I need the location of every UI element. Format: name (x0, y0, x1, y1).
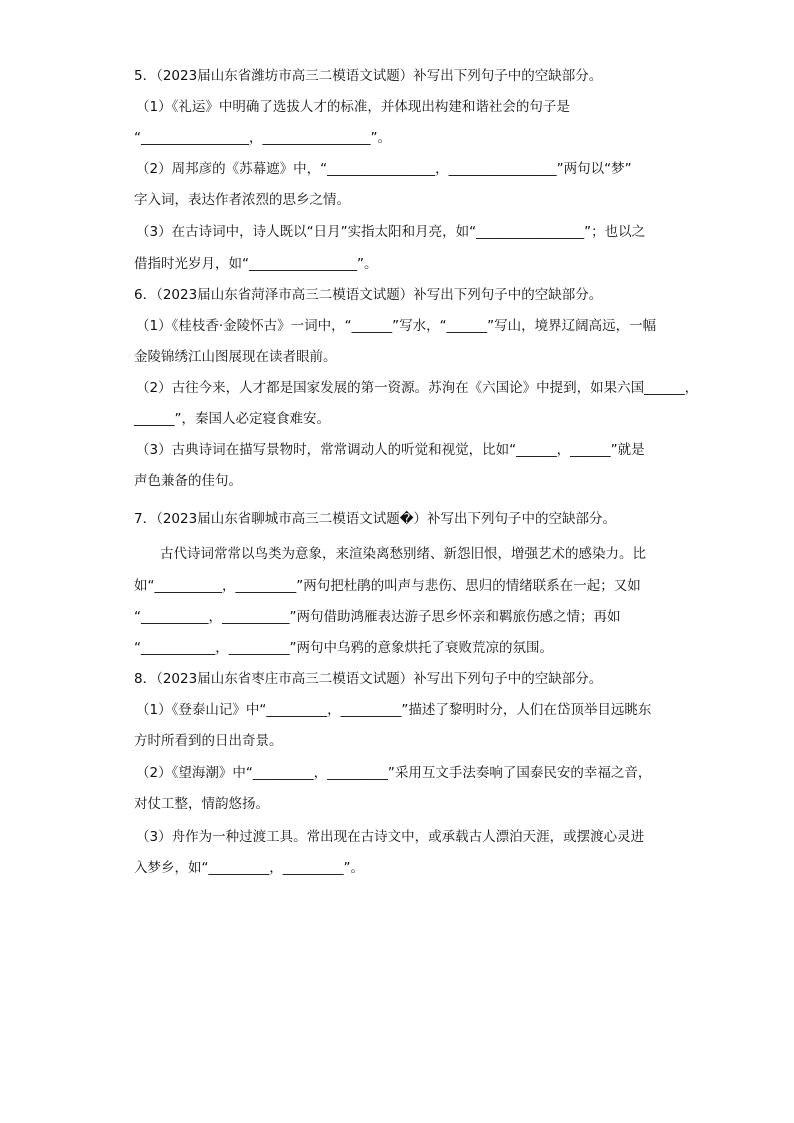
question-8-line-4: 对仗工整，情韵悠扬。 (134, 796, 269, 812)
question-7-line-2: 如“__________，_________”两句把杜鹃的叫声与悲伤、思归的情绪联系在一起；又如 (134, 578, 641, 594)
question-6-header: 6．（2023届山东省菏泽市高三二模语文试题）补写出下列句子中的空缺部分。 (134, 287, 603, 303)
question-8-header: 8．（2023届山东省枣庄市高三二模语文试题）补写出下列句子中的空缺部分。 (134, 671, 603, 687)
question-7-line-3: “__________，__________”两句借助鸿雁表达游子思乡怀亲和羁旅伤感之情；再如 (134, 609, 621, 625)
question-8-line-3: （2）《望海潮》中“_________，_________”采用互文手法奏响了国泰民安的幸福之音， (136, 765, 652, 781)
question-6-line-1: （1）《桂枝香·金陵怀古》一词中，“______”写水，“______”写山，境界辽阔高远，一幅 (136, 318, 657, 334)
question-6-line-3: （2）古往今来，人才都是国家发展的第一资源。苏洵在《六国论》中提到，如果六国______， (136, 380, 699, 396)
question-7-line-4: “___________，_________”两句中乌鸦的意象烘托了衰败荒凉的氛围。 (134, 640, 553, 656)
question-6-line-5: （3）古典诗词在描写景物时，常常调动人的听觉和视觉，比如“______，______”就是 (136, 442, 645, 458)
question-8-line-6: 入梦乡，如“_________，_________”。 (134, 860, 364, 876)
question-7-header: 7．（2023届山东省聊城市高三二模语文试题�）补写出下列句子中的空缺部分。 (134, 511, 617, 527)
question-5-line-4: 字入词，表达作者浓烈的思乡之情。 (134, 192, 350, 208)
question-7-line-1: 古代诗词常常以鸟类为意象，来渲染离愁别绪、新怨旧恨，增强艺术的感染力。比 (160, 546, 646, 562)
question-5-line-3: （2）周邦彦的《苏幕遮》中，“________________，________________”两句以“梦” (136, 161, 632, 177)
question-5-line-6: 借指时光岁月，如“________________”。 (134, 256, 378, 272)
question-6-line-6: 声色兼备的佳句。 (134, 473, 242, 489)
question-8-line-5: （3）舟作为一种过渡工具。常出现在古诗文中，或承载古人漂泊天涯，或摆渡心灵进 (136, 829, 645, 845)
question-8-line-2: 方时所看到的日出奇景。 (134, 733, 283, 749)
question-5-line-2: “________________，________________”。 (134, 130, 391, 146)
question-5-line-5: （3）在古诗词中，诗人既以“日月”实指太阳和月亮，如“________________”；也以之 (136, 224, 646, 240)
question-5-line-1: （1）《礼运》中明确了选拔人才的标准，并体现出构建和谐社会的句子是 (136, 99, 570, 115)
question-6-line-2: 金陵锦绣江山图展现在读者眼前。 (134, 349, 337, 365)
question-5-header: 5．（2023届山东省潍坊市高三二模语文试题）补写出下列句子中的空缺部分。 (134, 68, 603, 84)
question-6-line-4: ______”，秦国人必定寝食难安。 (134, 411, 330, 427)
question-8-line-1: （1）《登泰山记》中“_________，_________”描述了黎明时分，人们在岱顶举目远眺东 (136, 702, 652, 718)
